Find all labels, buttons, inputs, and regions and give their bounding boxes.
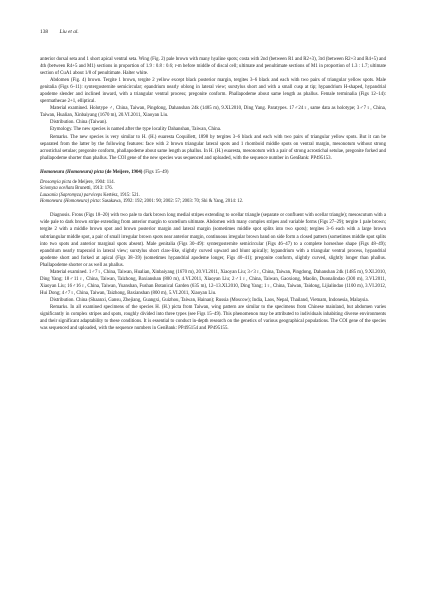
paragraph-material-examined: Material examined. Holotype ♂, China, Taiwan, Pingdong, Dahanshan 24k (1485 m), 9.XI.2010, Ding Yang. Paratypes. 17♂24♀, same data as holotype; 3♂7♀, China, Taiwan, Hualian, Xinbaiyang (1670 m), 20.VI.2011, Xiaoyan Liu. — [40, 106, 386, 119]
paragraph-remarks: Remarks. The new species is very similar to H. (H.) euaresta Coquillett, 1898 by tergites 3–6 black and each with two pairs of triangular yellow spots. But it can be separated from the latter by the following features: face with 2 brown triangular lateral spots and 1 rhomboid middle spots on ventral margin, mesonotum without strong acrostichal setulae; pregonite conform, phallapodeme about same length as phallus. In H. (H.) euaresta, mesonotum with a pair of strong acrostichal setulae, pregonite forked and phallapodeme shorter than phallus. The COI gene of the new species was sequenced and uploaded, with the sequence number in GenBank: PP495153. — [40, 134, 386, 161]
paragraph-material-examined-picta: Material examined. 1♂7♀, China, Taiwan, Hualian, Xinbaiyang (1670 m), 20.VI.2011, Xiaoyan Liu; 3♂3♀, China, Taiwan, Pingdong, Dahanshan 24k (1485 m), 9.XI.2010, Ding Yang; 18♂11♀, China, Taiwan, Taizhong, Baxianshan (800 m), 4.VI.2011, Xiaoyan Liu; 2♂1♀, China, Taiwan, Gaoxiong, Maolin, Duonalindao (300 m), 3.VI.2011, Xiaoyan Liu; 16♂16♀, China, Taiwan, Yuanshan, Fushan Botanical Garden (635 m), 12–13.XI.2010, Ding Yang; 1♀, China, Taiwan, Taidong, Lijialindao (1100 m), 3.VI.2012, Hui Dong; 4♂7♀, China, Taiwan, Taizhong, Baxianshan (800 m), 5.VI.2011, Xiaoyan Liu. — [40, 269, 386, 296]
paragraph-diagnosis: Diagnosis. Frons (Figs 18–20) with two pale to dark brown long medial stripes extending to ocellar triangle (separate or confluent with ocellar triangle); mesoscutum with a wide pale to dark brown stripe extending from anterior margin to scutellum ultimate. Abdomen with many complex stripes and variable forms (Figs 27–29); tergite 1 pale brown; tergite 2 with a middle brown spot and brown posterior margin and lateral margin (sometimes middle spot splits into two spots); tergites 3–6 each with a large brown subtriangular middle spot, a pair of small irregular brown spots near anterior margin, continuous irregular brown band on side form a closed pattern (sometimes middle spot splits into two spots and anterior marginal spots absent). Male genitalia (Figs 30–49): syntergosternite semicircular (Figs 46–47) to a complete horseshoe shape (Figs 48–49); epandrium nearly trapezoid in lateral view; surstylus short claw-like, slightly curved upward and blunt apically; hypandrium with a triangular ventral process, hypandrial apodeme short and forked at apical (Figs 38–39) (sometimes hypandrial apodeme longer, Figs 40–41); pregonite conform, slightly curved, slightly longer than phallus. Phallapodeme shorter or as well as phallus. — [40, 213, 386, 268]
paragraph-remarks-picta: Remarks. In all examined specimens of the species H. (H.) picta from Taiwan, wing pattern are similar to the specimens from Chinese mainland, but abdomen varies significantly in complex stripes and spots, roughly divided into three types (see Figs 15–49). This phenomenon may be attributed to individuals inhabiting diverse environments and their significant adaptability to these conditions. It is essential to conduct in-depth research on the genetics of various geographical populations. The COI gene of the species was sequenced and uploaded, with the sequence numbers in GenBank: PP495154 and PP495155. — [40, 304, 386, 332]
running-head — [40, 29, 79, 36]
paragraph-wing: anterior dorsal seta and 1 short apical ventral seta. Wing (Fig. 2) pale brown with many hyaline spots; costa with 2nd (between R1 and R2+3), 3rd (between R2+3 and R4+5) and 4th (between R4+5 and M1) sections in proportion of 1.9 : 0.8 : 0.6; r-m before middle of discal cell; ultimate and penultimate sections of M1 in proportion of 1.3 : 1.7; ultimate section of CuA1 about 1/8 of penultimate. Halter white. — [40, 57, 386, 77]
synonym-name: Drosomyia picta — [40, 179, 72, 185]
paragraph-etymology: Etymology. The new species is named after the type locality Dahanshan, Taiwan, China. — [50, 127, 222, 133]
synonym-name: Lauxania (Sapromyza) parviceps — [40, 192, 103, 198]
synonym-name: Sciomyza ocellata — [40, 186, 74, 192]
synonym-ref: : Sasakawa, 1992: 192; 2001: 90; 2002: 57; 2003: 70; Shi & Yang, 2014: 12. — [99, 198, 244, 204]
running-head-authors: Liu et al. — [59, 29, 79, 35]
species-name: Homoneura (Homoneura) picta — [40, 169, 104, 175]
species-heading — [40, 169, 386, 176]
page-number: 138 — [40, 29, 49, 35]
paragraph-distribution-picta: Distribution. China (Shaanxi, Gansu, Zhejiang, Guangxi, Guizhou, Taiwan, Hainan); Russia (Moscow); India, Laos, Nepal, Thailand, Vietnam, Indonesia, Malaysia. — [50, 297, 369, 303]
synonym-line — [40, 199, 386, 205]
species-figs: (Figs 15–49) — [143, 169, 169, 175]
synonym-list — [40, 180, 386, 206]
synonym-ref: de Meijere, 1904: 114. — [71, 179, 115, 185]
synonym-ref: Brunetti, 1913: 176. — [73, 186, 113, 192]
species-author: (de Meijere, 1904) — [103, 169, 143, 175]
paragraph-abdomen: Abdomen (Fig. 4) brown. Tergite 1 brown, tergite 2 yellow except black posterior margin, tergites 3–6 black and each with two pairs of triangular yellow spots. Male genitalia (Figs 6–11): syntergosternite semicircular; epandrium nearly oblong in lateral view; surstylus short and with a small cusp at tip; hypandrium H-shaped, hypandrial apodeme slender and inclined inward, with a triangular ventral process; pregonite conform. Phallapodeme about same length as phallus. Female terminalia (Figs 12–14): spermathecae 2+1, elliptical. — [40, 78, 386, 105]
synonym-ref: Kertész, 1915: 521. — [102, 192, 140, 198]
body-text — [40, 56, 386, 332]
synonym-name: Homoneura (Homoneura) picta — [40, 198, 100, 204]
paragraph-distribution: Distribution. China (Taiwan). — [50, 120, 108, 126]
